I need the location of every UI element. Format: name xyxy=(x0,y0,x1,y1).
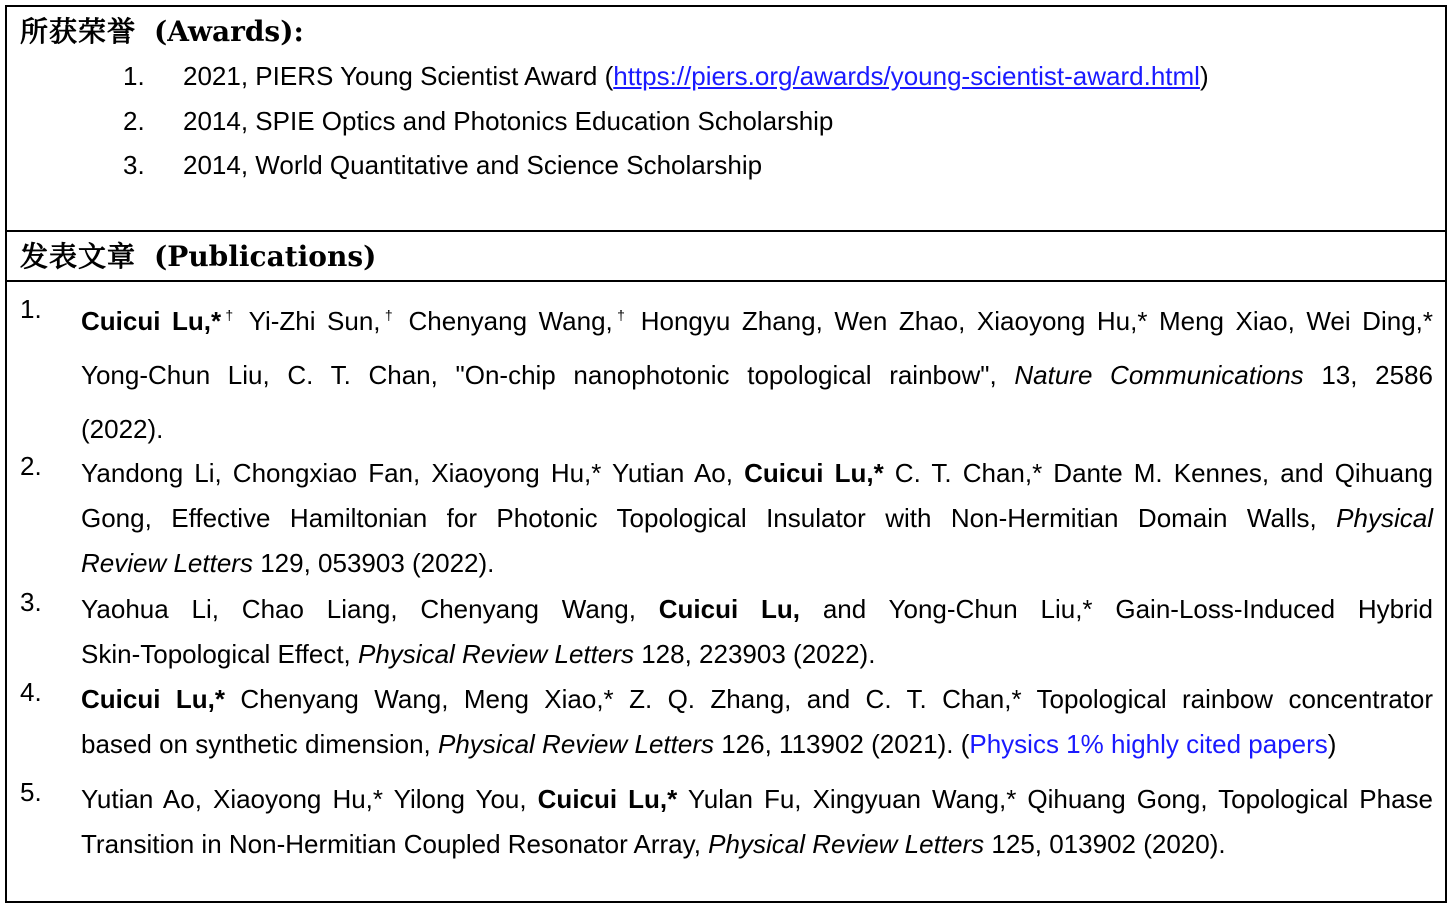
title-text: based on synthetic dimension, xyxy=(81,729,438,759)
highlight-author: Cuicui Lu,* xyxy=(81,306,222,336)
section-divider xyxy=(5,230,1447,232)
publication-text xyxy=(81,777,1433,867)
award-number: 2. xyxy=(123,106,145,136)
publication-line xyxy=(81,777,1433,822)
publication-line xyxy=(81,541,1433,586)
journal-name: Review Letters xyxy=(81,548,253,578)
award-label: 2021, PIERS Young Scientist Award ( xyxy=(183,61,614,91)
journal-name: Nature Communications xyxy=(1014,360,1304,390)
author-text: Chenyang Wang, xyxy=(396,306,613,336)
publication-line xyxy=(81,348,1433,402)
publication-number: 5. xyxy=(20,777,42,807)
award-text: 2014, SPIE Optics and Photonics Education Scholarship xyxy=(183,106,834,136)
publication-number: 4. xyxy=(20,677,42,707)
author-text: and Yong-Chun Liu,* Gain-Loss-Induced Hybrid xyxy=(800,594,1433,624)
citation-text: 125, 013902 (2020). xyxy=(984,829,1226,859)
awards-heading-zh: 所获荣誉 xyxy=(20,15,137,48)
author-text: Yandong Li, Chongxiao Fan, Xiaoyong Hu,* Yutian Ao, xyxy=(81,458,745,488)
highly-cited-note[interactable]: Physics 1% highly cited papers xyxy=(969,729,1328,759)
publication-line xyxy=(81,632,1433,677)
publication-line xyxy=(81,587,1433,632)
award-number: 1. xyxy=(123,61,145,91)
award-number: 3. xyxy=(123,150,145,180)
footnote-mark: † xyxy=(380,307,397,323)
award-paren: ) xyxy=(1199,61,1209,91)
author-text: C. T. Chan,* Dante M. Kennes, and Qihuang xyxy=(883,458,1433,488)
publications-heading-en: (Publications) xyxy=(154,240,377,273)
author-text: Yaohua Li, Chao Liang, Chenyang Wang, xyxy=(81,594,659,624)
author-text: Yulan Fu, Xingyuan Wang,* Qihuang Gong, Topological Phase xyxy=(677,784,1434,814)
highlight-author: Cuicui Lu,* xyxy=(81,684,225,714)
highlight-author: Cuicui Lu,* xyxy=(744,458,884,488)
author-text: Yi-Zhi Sun, xyxy=(237,306,381,336)
publication-line xyxy=(81,822,1433,867)
publication-line xyxy=(81,677,1433,722)
citation-text: 129, 053903 (2022). xyxy=(252,548,495,578)
citation-text: 126, 113902 (2021). ( xyxy=(714,729,970,759)
highlight-author: Cuicui Lu, xyxy=(658,594,801,624)
footnote-mark: † xyxy=(612,307,630,323)
publications-heading xyxy=(20,240,376,274)
publication-text xyxy=(81,451,1433,586)
award-text xyxy=(183,60,1209,92)
publication-number: 3. xyxy=(20,587,42,617)
highlight-author: Cuicui Lu,* xyxy=(537,784,678,814)
journal-name: Physical Review Letters xyxy=(438,729,714,759)
award-link[interactable]: https://piers.org/awards/young-scientist-award.html xyxy=(613,61,1200,91)
publication-number: 2. xyxy=(20,451,42,481)
author-text: Yutian Ao, Xiaoyong Hu,* Yilong You, xyxy=(81,784,538,814)
author-text: Chenyang Wang, Meng Xiao,* Z. Q. Zhang, and C. T. Chan,* Topological rainbow concentrator xyxy=(224,684,1433,714)
publications-heading-zh: 发表文章 xyxy=(20,240,137,273)
awards-heading xyxy=(20,15,304,49)
publication-line xyxy=(81,294,1433,348)
citation-text: 13, 2586 xyxy=(1303,360,1433,390)
publication-line: (2022). xyxy=(81,414,164,444)
publication-line xyxy=(81,451,1433,496)
title-text: Yong-Chun Liu, C. T. Chan, "On-chip nanophotonic topological rainbow", xyxy=(81,360,1015,390)
publication-line xyxy=(81,722,1433,767)
title-text: Gong, Effective Hamiltonian for Photonic Topological Insulator with Non-Hermitian Domain Walls, xyxy=(81,503,1337,533)
section-divider xyxy=(5,280,1447,282)
awards-heading-en: (Awards): xyxy=(154,15,304,48)
author-text: Hongyu Zhang, Wen Zhao, Xiaoyong Hu,* Meng Xiao, Wei Ding,* xyxy=(629,306,1433,336)
footnote-mark: † xyxy=(221,307,238,323)
publication-text xyxy=(81,294,1433,456)
citation-text: 128, 223903 (2022). xyxy=(634,639,876,669)
journal-name: Physical Review Letters xyxy=(358,639,634,669)
publication-line xyxy=(81,496,1433,541)
journal-name: Physical xyxy=(1336,503,1433,533)
publication-text xyxy=(81,587,1433,677)
journal-name: Physical Review Letters xyxy=(708,829,985,859)
title-text: Skin-Topological Effect, xyxy=(81,639,358,669)
citation-text: ) xyxy=(1327,729,1337,759)
publication-text xyxy=(81,677,1433,767)
publication-number: 1. xyxy=(20,294,42,324)
title-text: Transition in Non-Hermitian Coupled Resonator Array, xyxy=(81,829,709,859)
award-text: 2014, World Quantitative and Science Scholarship xyxy=(183,150,763,180)
